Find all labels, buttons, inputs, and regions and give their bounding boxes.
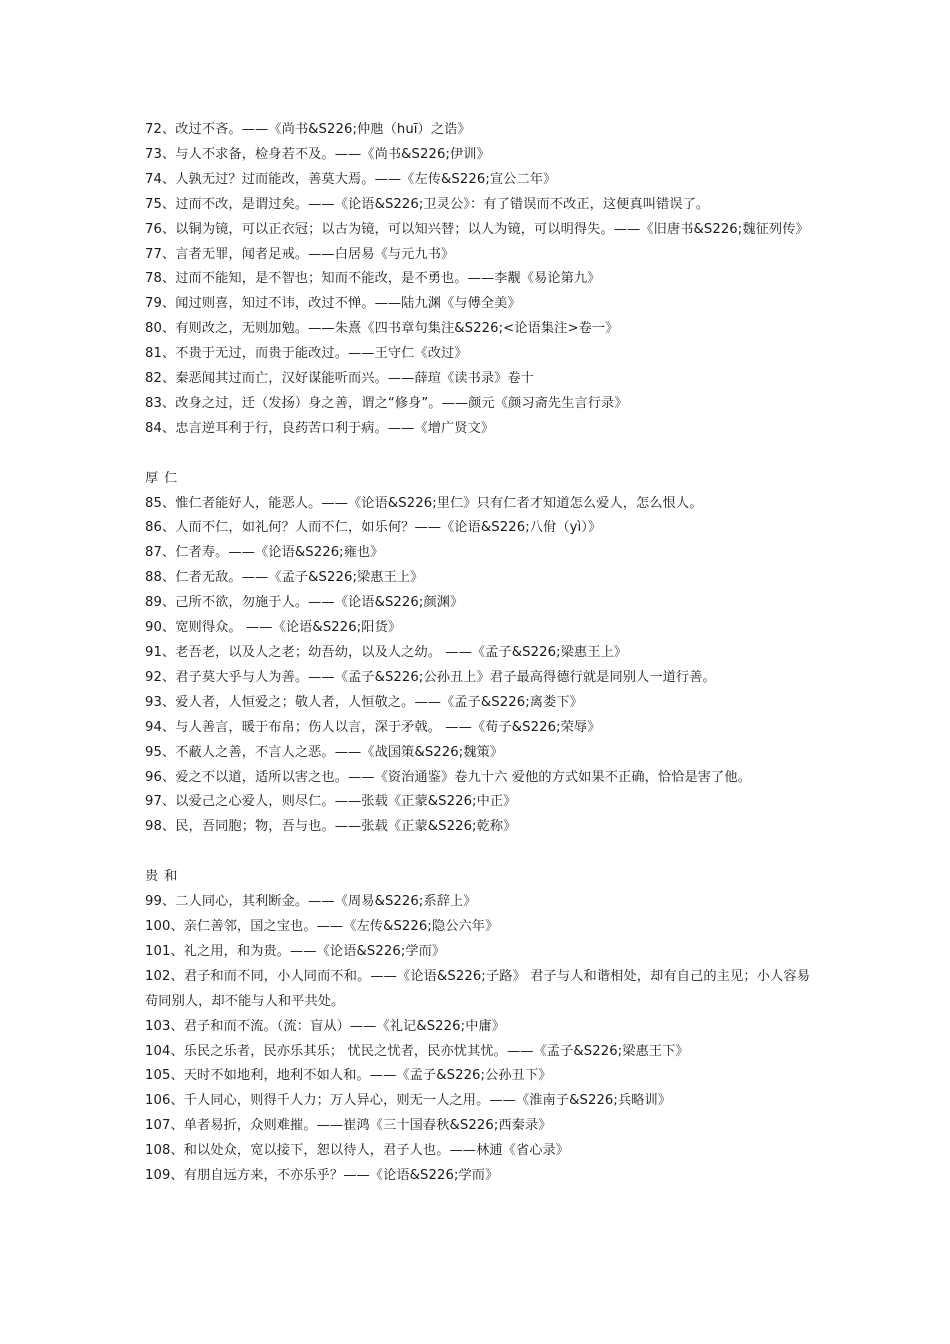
quote-line-103: 103、君子和而不流。（流：盲从）——《礼记&S226;中庸》 <box>145 1018 506 1034</box>
quote-line-99: 99、二人同心，其利断金。——《周易&S226;系辞上》 <box>145 894 477 910</box>
quote-line-95: 95、不蔽人之善，不言人之恶。——《战国策&S226;魏策》 <box>145 744 504 760</box>
quote-line-89: 89、己所不欲，勿施于人。——《论语&S226;颜渊》 <box>145 595 464 611</box>
quote-line-74: 74、人孰无过？过而能改，善莫大焉。——《左传&S226;宣公二年》 <box>145 171 557 187</box>
quote-line-97: 97、以爱己之心爱人，则尽仁。——张载《正蒙&S226;中正》 <box>145 794 517 810</box>
quote-line-102: 102、君子和而不同，小人同而不和。——《论语&S226;子路》 君子与人和谐相处，却有自己的主见；小人容易苟同别人，却不能与人和平共处。 <box>145 968 810 1009</box>
quote-line-98: 98、民，吾同胞；物，吾与也。——张载《正蒙&S226;乾称》 <box>145 819 517 835</box>
section-heading-gui-he: 贵和 <box>145 869 184 885</box>
quote-line-76: 76、以铜为镜，可以正衣冠；以古为镜，可以知兴替；以人为镜，可以明得失。——《旧唐书&S226;魏征列传》 <box>145 221 809 237</box>
quote-line-73: 73、与人不求备，检身若不及。——《尚书&S226;伊训》 <box>145 146 490 162</box>
quote-line-96: 96、爱之不以道，适所以害之也。——《资治通鉴》卷九十六 爱他的方式如果不正确，恰恰是害了他。 <box>145 769 751 785</box>
section-spacer <box>145 442 810 467</box>
quote-line-84: 84、忠言逆耳利于行，良药苦口利于病。——《增广贤文》 <box>145 420 495 436</box>
quote-line-104: 104、乐民之乐者，民亦乐其乐； 忧民之忧者，民亦忧其忧。——《孟子&S226;梁惠王下》 <box>145 1043 689 1059</box>
quote-line-107: 107、单者易折，众则难摧。——崔鸿《三十国春秋&S226;西秦录》 <box>145 1118 552 1134</box>
quote-line-90: 90、宽则得众。 ——《论语&S226;阳货》 <box>145 620 402 636</box>
quote-line-94: 94、与人善言，暖于布帛；伤人以言，深于矛戟。 ——《荀子&S226;荣辱》 <box>145 719 601 735</box>
quote-line-87: 87、仁者寿。——《论语&S226;雍也》 <box>145 545 384 561</box>
quote-line-92: 92、君子莫大乎与人为善。——《孟子&S226;公孙丑上》君子最高得德行就是同别人一道行善。 <box>145 669 716 685</box>
quote-line-100: 100、亲仁善邻，国之宝也。——《左传&S226;隐公六年》 <box>145 918 499 934</box>
quote-line-78: 78、过而不能知，是不智也；知而不能改，是不勇也。——李觏《易论第九》 <box>145 271 601 287</box>
quote-line-82: 82、秦恶闻其过而亡，汉好谋能听而兴。——薛瑄《读书录》卷十 <box>145 371 535 387</box>
quote-line-75: 75、过而不改，是谓过矣。——《论语&S226;卫灵公》：有了错误而不改正，这便真叫错误了。 <box>145 196 710 212</box>
quote-line-80: 80、有则改之，无则加勉。——朱熹《四书章句集注&S226;<论语集注>卷一》 <box>145 321 619 337</box>
quote-line-109: 109、有朋自远方来，不亦乐乎？——《论语&S226;学而》 <box>145 1168 499 1184</box>
quote-line-106: 106、千人同心，则得千人力；万人异心，则无一人之用。——《淮南子&S226;兵略训》 <box>145 1093 672 1109</box>
section-spacer <box>145 840 810 865</box>
quote-line-105: 105、天时不如地利，地利不如人和。——《孟子&S226;公孙丑下》 <box>145 1068 552 1084</box>
quote-line-101: 101、礼之用，和为贵。——《论语&S226;学而》 <box>145 943 446 959</box>
document-content <box>145 118 810 1189</box>
quote-line-83: 83、改身之过，迁（发扬）身之善，谓之“修身”。——颜元《颜习斋先生言行录》 <box>145 395 628 411</box>
quote-line-86: 86、人而不仁，如礼何？人而不仁，如乐何？——《论语&S226;八佾（yì）》 <box>145 520 602 536</box>
quote-line-108: 108、和以处众，宽以接下，恕以待人，君子人也。——林逋《省心录》 <box>145 1143 570 1159</box>
quote-line-93: 93、爱人者，人恒爱之；敬人者，人恒敬之。——《孟子&S226;离娄下》 <box>145 694 583 710</box>
quote-line-77: 77、言者无罪，闻者足戒。——白居易《与元九书》 <box>145 246 455 262</box>
quote-line-81: 81、不贵于无过，而贵于能改过。——王守仁《改过》 <box>145 346 468 362</box>
section-heading-hou-ren: 厚仁 <box>145 470 184 486</box>
quote-line-88: 88、仁者无敌。——《孟子&S226;梁惠王上》 <box>145 570 424 586</box>
quote-line-72: 72、改过不吝。——《尚书&S226;仲虺（huī）之诰》 <box>145 122 471 137</box>
quote-line-91: 91、老吾老，以及人之老；幼吾幼，以及人之幼。 ——《孟子&S226;梁惠王上》 <box>145 645 628 661</box>
quote-line-85: 85、惟仁者能好人，能恶人。——《论语&S226;里仁》只有仁者才知道怎么爱人，怎么恨人。 <box>145 495 703 511</box>
quote-line-79: 79、闻过则喜，知过不讳，改过不惮。——陆九渊《与傅全美》 <box>145 296 521 312</box>
